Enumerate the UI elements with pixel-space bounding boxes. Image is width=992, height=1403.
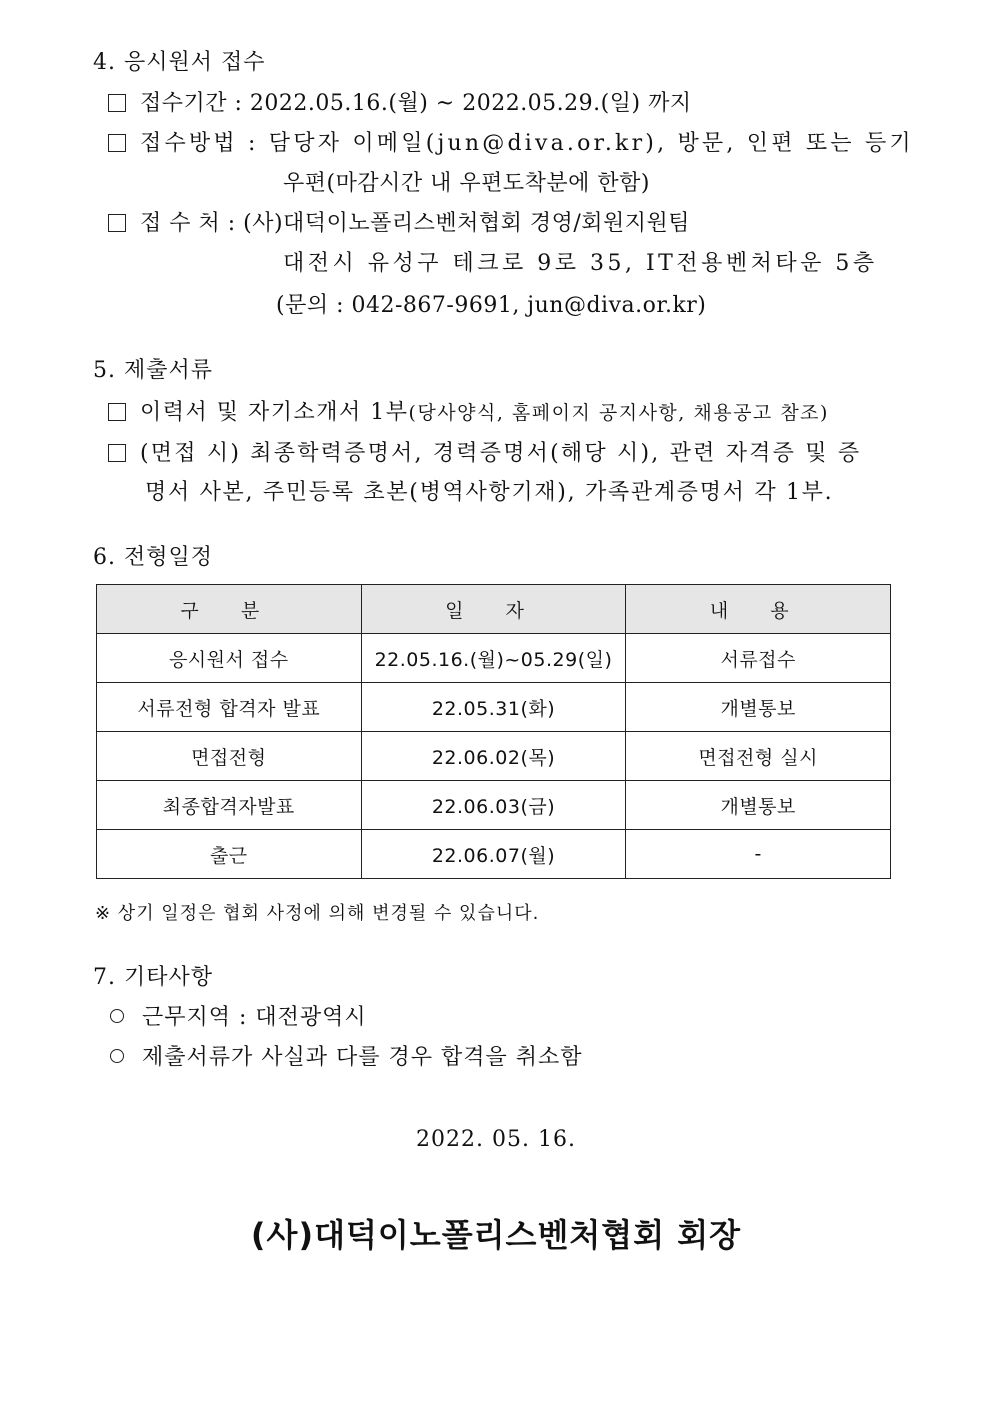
checkbox-icon	[108, 403, 126, 421]
document-resume: 이력서 및 자기소개서 1부(당사양식, 홈페이지 공지사항, 채용공고 참조)	[108, 395, 829, 426]
document-date: 2022. 05. 16.	[416, 1127, 576, 1152]
table-cell: 면접전형 실시	[626, 732, 891, 781]
checkbox-icon	[108, 94, 126, 112]
column-header-category: 구 분	[97, 585, 362, 634]
document-interview: (면접 시) 최종학력증명서, 경력증명서(해당 시), 관련 자격증 및 증	[108, 436, 861, 467]
section-5-heading: 5. 제출서류	[93, 358, 213, 383]
signature: (사)대덕이노폴리스벤처협회 회장	[250, 1216, 742, 1254]
section-6-heading: 6. 전형일정	[93, 545, 213, 570]
table-cell: 22.06.02(목)	[361, 732, 626, 781]
circle-bullet-icon	[110, 1049, 124, 1063]
table-row	[97, 781, 891, 830]
table-cell: 22.05.16.(월)~05.29(일)	[361, 634, 626, 683]
receipt-period: 접수기간 : 2022.05.16.(월) ~ 2022.05.29.(일) 까지	[108, 86, 692, 117]
circle-bullet-icon	[110, 1009, 124, 1023]
table-row	[97, 683, 891, 732]
table-cell: 개별통보	[626, 781, 891, 830]
table-cell: 22.06.03(금)	[361, 781, 626, 830]
work-location: 근무지역 : 대전광역시	[110, 1000, 367, 1031]
checkbox-icon	[108, 214, 126, 232]
column-header-date: 일 자	[361, 585, 626, 634]
checkbox-icon	[108, 134, 126, 152]
table-cell: 출근	[97, 830, 362, 879]
table-cell: 22.05.31(화)	[361, 683, 626, 732]
schedule-table	[96, 584, 891, 879]
column-header-content: 내 용	[626, 585, 891, 634]
section-4-heading: 4. 응시원서 접수	[93, 50, 266, 75]
receipt-contact: (문의 : 042-867-9691, jun@diva.or.kr)	[276, 293, 707, 318]
cancellation-notice: 제출서류가 사실과 다를 경우 합격을 취소함	[110, 1040, 583, 1071]
table-cell: 22.06.07(월)	[361, 830, 626, 879]
section-7-heading: 7. 기타사항	[93, 965, 213, 990]
table-row	[97, 830, 891, 879]
table-row	[97, 634, 891, 683]
receipt-address: 대전시 유성구 테크로 9로 35, IT전용벤처타운 5층	[283, 251, 878, 276]
table-cell: 면접전형	[97, 732, 362, 781]
receipt-place: 접 수 처 : (사)대덕이노폴리스벤처협회 경영/회원지원팀	[108, 206, 690, 237]
table-cell: 응시원서 접수	[97, 634, 362, 683]
schedule-note: ※ 상기 일정은 협회 사정에 의해 변경될 수 있습니다.	[95, 903, 540, 924]
table-cell: 개별통보	[626, 683, 891, 732]
receipt-method: 접수방법 : 담당자 이메일(jun@diva.or.kr), 방문, 인편 또는 등기	[108, 126, 914, 157]
table-cell: 서류접수	[626, 634, 891, 683]
table-cell: -	[626, 830, 891, 879]
checkbox-icon	[108, 444, 126, 462]
table-cell: 서류전형 합격자 발표	[97, 683, 362, 732]
table-header-row	[97, 585, 891, 634]
table-row	[97, 732, 891, 781]
document-interview-continued: 명서 사본, 주민등록 초본(병역사항기재), 가족관계증명서 각 1부.	[145, 480, 834, 505]
table-cell: 최종합격자발표	[97, 781, 362, 830]
receipt-method-continued: 우편(마감시간 내 우편도착분에 한함)	[283, 171, 650, 196]
